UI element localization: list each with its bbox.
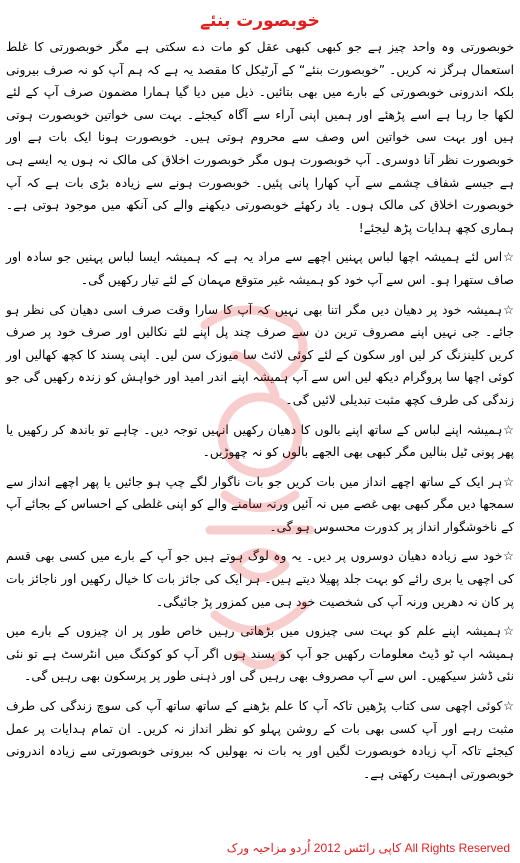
page-title: خوبصورت بنئے — [200, 11, 320, 31]
article-paragraph-tip-dress: ☆اس لئے ہمیشہ اچھا لباس پہنیں اچھے سے مراد یہ ہے کہ ہمیشہ ایسا لباس پہنیں جو سادہ اور صاف ستھرا ہو۔ اس سے آپ خود کو ہمیشہ غیر متوقع مہمان کے لئے تیار رکھیں گی۔ — [6, 250, 514, 287]
copyright-urdu: کاپی رائٹس 2012 اُردو مزاحیہ ورک — [226, 841, 402, 855]
article-body — [6, 36, 514, 785]
article-paragraph-tip-manners: ☆ہر ایک کے ساتھ اچھے انداز میں بات کریں جو بات ناگوار لگے چپ ہو جائیں یا پھر اچھے انداز سے سمجھا دیں مگر کبھی بھی غصے میں نہ آئیں ورنہ سامنے والے کو اپنی غلطی کے احساس کے بجائے آپ کے ناخوشگوار انداز پر کدورت محسوس ہو گی۔ — [5, 474, 514, 534]
article-paragraph-tip-books: ☆کوئی اچھی سی کتاب پڑھیں تاکہ آپ کا علم بڑھنے کے ساتھ ساتھ آپ کی سوچ زندگی کی طرف مثبت رہے اور آپ کسی بھی بات کے روشن پہلو کو نظر انداز نہ کریں۔ ان تمام ہدایات پر عمل کیجئے تاکہ آپ زیادہ خوبصورت لگیں اور یہ بات نہ بھولیں کہ بیرونی خوبصورتی سے زیادہ اندرونی خوبصورتی اہمیت رکھتی ہے۔ — [6, 699, 514, 781]
article-paragraph-intro: خوبصورتی وہ واحد چیز ہے جو کبھی کبھی عقل کو مات دے سکتی ہے مگر خوبصورتی کا غلط استعمال ہرگز نہ کریں۔ ”خوبصورت بنئے“ کے آرٹیکل کا مقصد یہ ہے کہ ہم آپ کو نہ صرف بیرونی بلکہ اندرونی خوبصورتی کے بارے میں بھی بتائیں۔ ذیل میں دیا گیا ہمارا مضمون صرف آپ کے لئے لکھا جا رہا ہے اسے پڑھئے اور ہمیں اپنی آراء سے آگاہ کیجئے۔ بہت سی خواتین خوبصورت ہوتی ہیں اور بہت سی خواتین اس وصف سے محروم ہوتی ہیں۔ خوبصورت ہونا ایک بات ہے اور خوبصورت نظر آنا دوسری۔ آپ خوبصورت ہوں مگر خوبصورت اخلاق کی مالک نہ ہوں یہ ایسے ہی ہے جیسے شفاف چشمے سے آپ کھارا پانی پئیں۔ خوبصورت ہونے سے زیادہ بڑی بات ہے کہ آپ خوبصورت اخلاق کی مالک ہوں۔ یاد رکھئے خوبصورتی دیکھنے والے کی آنکھ میں موجود ہوتی ہے۔ ہماری کچھ ہدایات پڑھ لیجئے! — [6, 40, 514, 235]
copyright-footer — [0, 841, 510, 855]
article-paragraph-tip-others: ☆خود سے زیادہ دھیان دوسروں پر دیں۔ یہ وہ لوگ ہوتے ہیں جو آپ کے بارے میں کسی بھی قسم کی اچھی یا بری رائے کو بہت جلد پھیلا دیتے ہیں۔ ہر ایک کی جائز بات کا خیال رکھیں اور ناجائز بات پر کان نہ دھریں ورنہ آپ کی شخصیت خود ہی میں کمزور پڑ جائیگی۔ — [6, 549, 514, 609]
article-paragraph-tip-knowledge: ☆ہمیشہ اپنے علم کو بہت سی چیزوں میں بڑھاتی رہیں خاص طور پر ان چیزوں کے بارے میں ہمیشہ اپ ٹو ڈیٹ معلومات رکھیں جو آپ کو پسند ہوں اگر آپ کو کوکنگ میں انٹرسٹ ہے تو نئی نئی ڈشز سیکھیں۔ اس سے آپ مصروف بھی رہیں گی اور ذہنی طور پر پرسکون بھی رہیں گی۔ — [6, 624, 514, 684]
article-paragraph-tip-hair: ☆ہمیشہ اپنے لباس کے ساتھ اپنے بالوں کا دھیان رکھیں انہیں توجہ دیں۔ چاہے تو باندھ کر رکھیں یا پھر پونی ٹیل بنالیں مگر کبھی بھی الجھے بالوں کو نہ چھوڑیں۔ — [6, 422, 514, 460]
article-paragraph-tip-self-care: ☆ہمیشہ خود پر دھیان دیں مگر اتنا بھی نہیں کہ آپ کا سارا وقت صرف اسی دھیان کی نظر ہو جائے۔ جی نہیں اپنے مصروف ترین دن سے صرف چند پل اپنے لئے نکالیں اور صرف خود پر صرف کریں کلینزنگ کر لیں اور سکون کے لئے کوئی لائٹ سا میوزک سن لیں۔ اپنی پسند کا کچھ کھالیں اور کوئی اچھا سا پروگرام دیکھ لیں اس سے آپ ہمیشہ اپنے اندر امید اور خواہش کو زندہ رکھیں گی جو زندگی کی طرف کچھ مثبت تبدیلی لائیں گی۔ — [6, 302, 514, 407]
copyright-english: All Rights Reserved — [404, 841, 510, 855]
